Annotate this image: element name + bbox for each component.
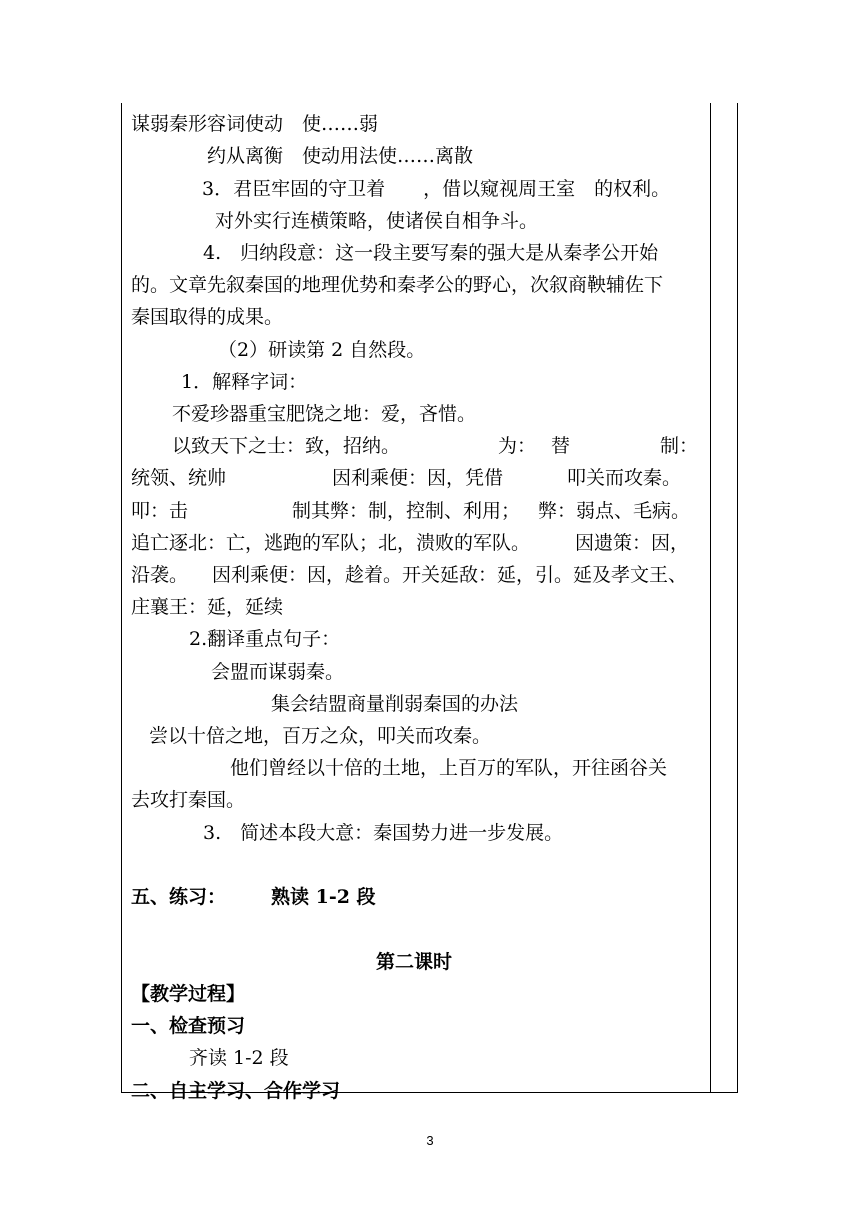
text-line-20: 尝以十倍之地，百万之众，叩关而攻秦。 bbox=[149, 725, 492, 747]
exercise-heading: 五、练习： bbox=[131, 886, 227, 908]
text-line-12a: 统领、统帅 bbox=[131, 467, 227, 489]
section-one-heading: 一、检查预习 bbox=[131, 1015, 246, 1037]
text-line-11a: 以致天下之士：致，招纳。 bbox=[172, 435, 401, 457]
lesson-two-title: 第二课时 bbox=[376, 951, 453, 973]
text-line-11b: 为： bbox=[498, 435, 537, 457]
text-line-18: 会盟而谋弱秦。 bbox=[211, 661, 345, 683]
text-line-12b: 因利乘便：因，凭借 bbox=[332, 467, 504, 489]
text-line-9: 1．解释字词： bbox=[181, 371, 308, 393]
teaching-process-heading: 【教学过程】 bbox=[131, 983, 246, 1005]
text-line-7: 秦国取得的成果。 bbox=[131, 306, 284, 328]
text-line-16: 庄襄王：延，延续 bbox=[131, 596, 284, 618]
text-line-13a: 叩：击 bbox=[131, 500, 189, 522]
text-line-read-aloud: 齐读 1-2 段 bbox=[189, 1047, 289, 1069]
text-line-1: 谋弱秦形容词使动 使……弱 bbox=[131, 113, 379, 135]
text-line-15b: 因利乘便：因，趁着。开关延敌：延，引。延及孝文王、 bbox=[212, 564, 688, 586]
text-line-8: （2）研读第 2 自然段。 bbox=[218, 339, 426, 361]
exercise-task: 熟读 1-2 段 bbox=[271, 886, 376, 908]
page-number: 3 bbox=[426, 1133, 434, 1148]
text-line-17: 2.翻译重点句子： bbox=[189, 628, 341, 650]
table-column-divider bbox=[710, 103, 711, 1093]
text-line-23: 3. 简述本段大意：秦国势力进一步发展。 bbox=[203, 822, 564, 844]
text-line-6: 的。文章先叙秦国的地理优势和秦孝公的野心，次叙商鞅辅佐下 bbox=[131, 274, 664, 296]
section-two-heading: 二、自主学习、合作学习 bbox=[131, 1080, 341, 1102]
text-line-12c: 叩关而攻秦。 bbox=[567, 467, 682, 489]
text-line-13c: 弊：弱点、毛病。 bbox=[538, 500, 691, 522]
text-line-19: 集会结盟商量削弱秦国的办法 bbox=[271, 693, 519, 715]
text-line-3: 3．君臣牢固的守卫着 ，借以窥视周王室 的权利。 bbox=[202, 178, 671, 200]
text-line-5: 4. 归纳段意：这一段主要写秦的强大是从秦孝公开始 bbox=[203, 242, 659, 264]
text-line-10: 不爱珍器重宝肥饶之地：爱，吝惜。 bbox=[172, 403, 477, 425]
text-line-11d: 制： bbox=[660, 435, 699, 457]
text-line-21: 他们曾经以十倍的土地，上百万的军队，开往函谷关 bbox=[230, 757, 668, 779]
text-line-11c: 替 bbox=[551, 435, 571, 457]
text-line-14b: 因遗策：因， bbox=[575, 532, 690, 554]
text-line-14a: 追亡逐北：亡，逃跑的军队；北，溃败的军队。 bbox=[131, 532, 531, 554]
text-line-15a: 沿袭。 bbox=[131, 564, 189, 586]
text-line-4: 对外实行连横策略，使诸侯自相争斗。 bbox=[215, 210, 539, 232]
text-line-2: 约从离衡 使动用法使……离散 bbox=[207, 145, 474, 167]
text-line-13b: 制其弊：制，控制、利用； bbox=[292, 500, 521, 522]
text-line-22: 去攻打秦国。 bbox=[131, 789, 246, 811]
